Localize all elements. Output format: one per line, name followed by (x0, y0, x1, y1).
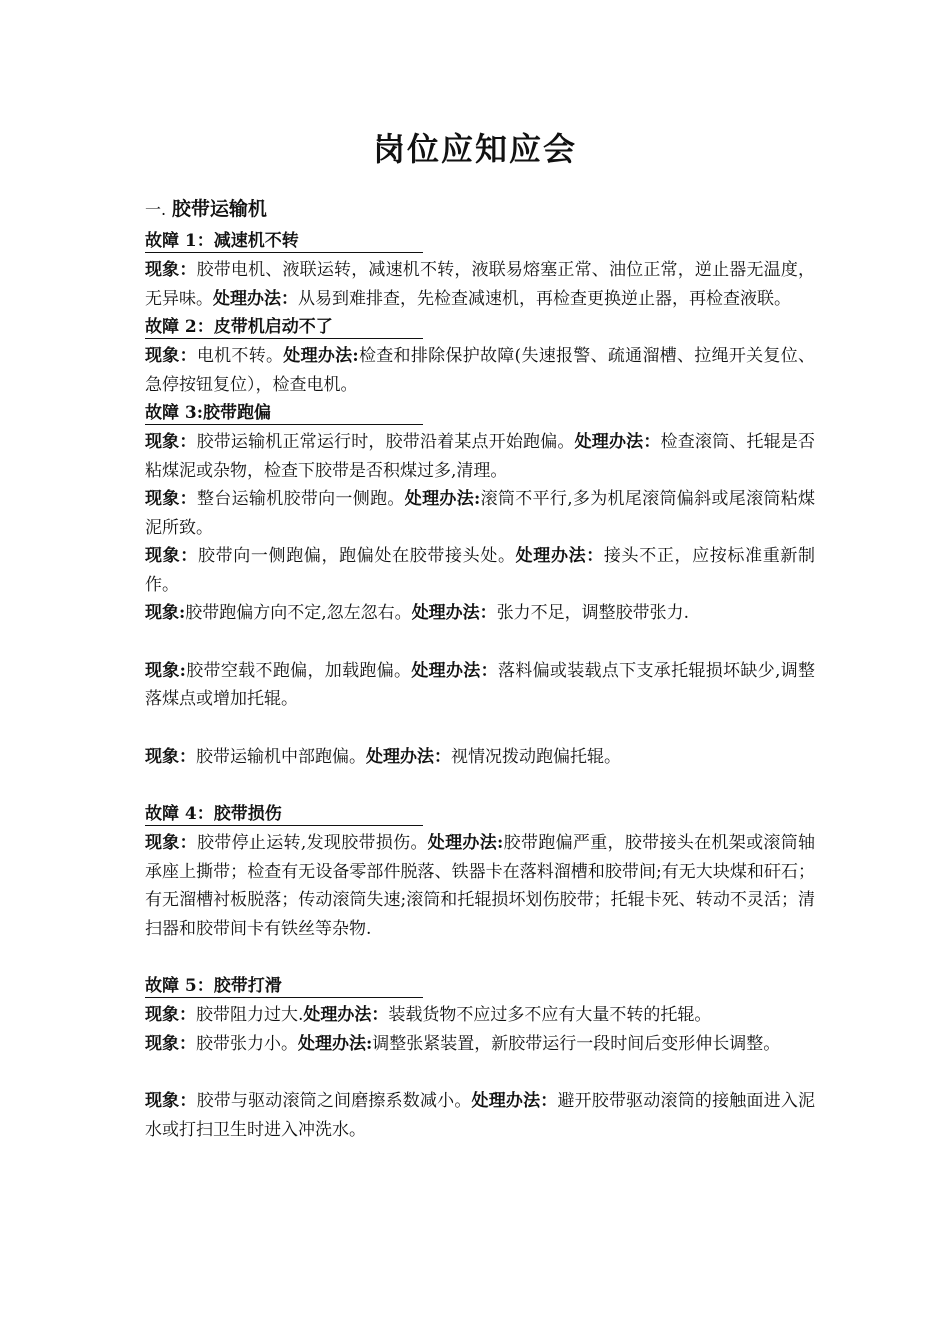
method-label: 处理办法： (574, 432, 661, 452)
fault-section (145, 227, 815, 313)
fault-entry (145, 542, 815, 599)
fault-entry (145, 599, 815, 628)
phenomenon-label: 现象： (145, 1091, 197, 1111)
phenomenon-label: 现象： (145, 833, 197, 853)
method-text: 检查和排除保护故障(失速报警、疏通溜槽、拉绳开关复位、急停按钮复位），检查电机。 (145, 346, 816, 395)
paragraph-spacer (145, 771, 815, 800)
fault-entry (145, 657, 815, 714)
fault-entry (145, 428, 815, 485)
phenomenon-text: 胶带运输机中部跑偏。 (196, 746, 366, 767)
phenomenon-label: 现象： (145, 1005, 196, 1025)
paragraph-spacer (145, 1058, 815, 1087)
method-text: 接头不正，应按标准重新制作。 (145, 546, 816, 595)
method-label: 处理办法: (404, 489, 481, 509)
fault-heading-row (145, 313, 815, 342)
fault-section (145, 399, 815, 800)
phenomenon-label: 现象: (145, 603, 186, 623)
fault-heading: 故障 4：胶带损伤 (145, 803, 423, 826)
phenomenon-text: 胶带空载不跑偏，加载跑偏。 (185, 660, 412, 681)
phenomenon-text: 胶带跑偏方向不定,忽左忽右。 (185, 603, 412, 623)
document-body (145, 191, 815, 1144)
method-text: 调整张紧装置，新胶带运行一段时间后变形伸长调整。 (372, 1033, 781, 1054)
section-heading (145, 191, 815, 227)
method-label: 处理办法: (427, 833, 504, 853)
method-label: 处理办法： (471, 1091, 558, 1111)
fault-list (145, 227, 815, 1144)
method-label: 处理办法： (213, 288, 298, 309)
phenomenon-text: 胶带停止运转,发现胶带损伤。 (196, 833, 428, 853)
fault-entry (145, 1030, 815, 1059)
method-label: 处理办法： (515, 546, 604, 566)
fault-entry (145, 342, 815, 399)
fault-heading: 故障 5：胶带打滑 (145, 975, 423, 998)
method-label: 处理办法： (411, 603, 497, 623)
method-label: 处理办法： (303, 1005, 389, 1025)
phenomenon-label: 现象： (145, 1033, 196, 1054)
method-label: 处理办法： (411, 660, 498, 681)
method-text: 视情况拨动跑偏托辊。 (451, 746, 621, 767)
method-label: 处理办法： (366, 746, 451, 767)
fault-entry (145, 829, 815, 943)
method-text: 胶带跑偏严重，胶带接头在机架或滚筒轴承座上撕带；检查有无设备零部件脱落、铁器卡在落料溜槽和胶带间;有无大块煤和矸石；有无溜槽衬板脱落；传动滚筒失速;滚筒和托辊损坏划伤胶带；托辊卡死、转动不灵活；清扫器和胶带间卡有铁丝等杂物. (145, 833, 816, 939)
fault-heading-row (145, 800, 815, 829)
section-number: 一. (145, 200, 167, 219)
phenomenon-text: 胶带张力小。 (196, 1033, 298, 1054)
fault-heading-row (145, 399, 815, 428)
method-text: 从易到难排查，先检查减速机，再检查更换逆止器，再检查液联。 (298, 288, 791, 309)
method-text: 避开胶带驱动滚筒的接触面进入泥水或打扫卫生时进入冲洗水。 (145, 1091, 816, 1140)
phenomenon-label: 现象： (145, 546, 198, 566)
phenomenon-label: 现象： (145, 346, 197, 366)
method-text: 滚筒不平行,多为机尾滚筒偏斜或尾滚筒粘煤泥所致。 (145, 489, 816, 538)
phenomenon-label: 现象： (145, 432, 197, 452)
fault-section (145, 800, 815, 972)
fault-section (145, 313, 815, 399)
phenomenon-text: 整台运输机胶带向一侧跑。 (196, 489, 405, 509)
paragraph-spacer (145, 628, 815, 657)
fault-entry (145, 256, 815, 313)
method-text: 装载货物不应过多不应有大量不转的托辊。 (388, 1005, 712, 1025)
phenomenon-label: 现象： (145, 489, 197, 509)
method-text: 检查滚筒、托辊是否粘煤泥或杂物，检查下胶带是否积煤过多,清理。 (145, 432, 816, 481)
method-text: 张力不足，调整胶带张力. (496, 603, 690, 623)
fault-heading-row (145, 227, 815, 256)
fault-entry (145, 1001, 815, 1030)
fault-entry (145, 485, 815, 542)
method-text: 落料偏或装载点下支承托辊损坏缺少,调整落煤点或增加托辊。 (145, 660, 816, 709)
phenomenon-text: 胶带运输机正常运行时，胶带沿着某点开始跑偏。 (196, 432, 575, 452)
fault-section (145, 972, 815, 1144)
phenomenon-label: 现象： (145, 260, 197, 280)
fault-heading: 故障 2：皮带机启动不了 (145, 316, 423, 339)
fault-entry (145, 743, 815, 772)
paragraph-spacer (145, 943, 815, 972)
fault-heading: 故障 1：减速机不转 (145, 230, 423, 253)
fault-heading-row (145, 972, 815, 1001)
phenomenon-text: 胶带向一侧跑偏，跑偏处在胶带接头处。 (197, 546, 516, 566)
method-label: 处理办法: (283, 346, 359, 366)
method-label: 处理办法: (298, 1033, 373, 1054)
fault-entry (145, 1087, 815, 1144)
page-title: 岗位应知应会 (372, 130, 577, 168)
phenomenon-label: 现象: (145, 660, 186, 681)
phenomenon-text: 胶带电机、液联运转，减速机不转，液联易熔塞正常、油位正常，逆止器无温度，无异味。 (145, 260, 816, 309)
paragraph-spacer (145, 714, 815, 743)
phenomenon-text: 电机不转。 (196, 346, 284, 366)
section-title: 胶带运输机 (171, 198, 267, 220)
phenomenon-text: 胶带阻力过大. (196, 1005, 304, 1025)
phenomenon-text: 胶带与驱动滚筒之间磨擦系数减小。 (196, 1091, 472, 1111)
phenomenon-label: 现象： (145, 746, 196, 767)
fault-heading: 故障 3:胶带跑偏 (145, 402, 423, 425)
